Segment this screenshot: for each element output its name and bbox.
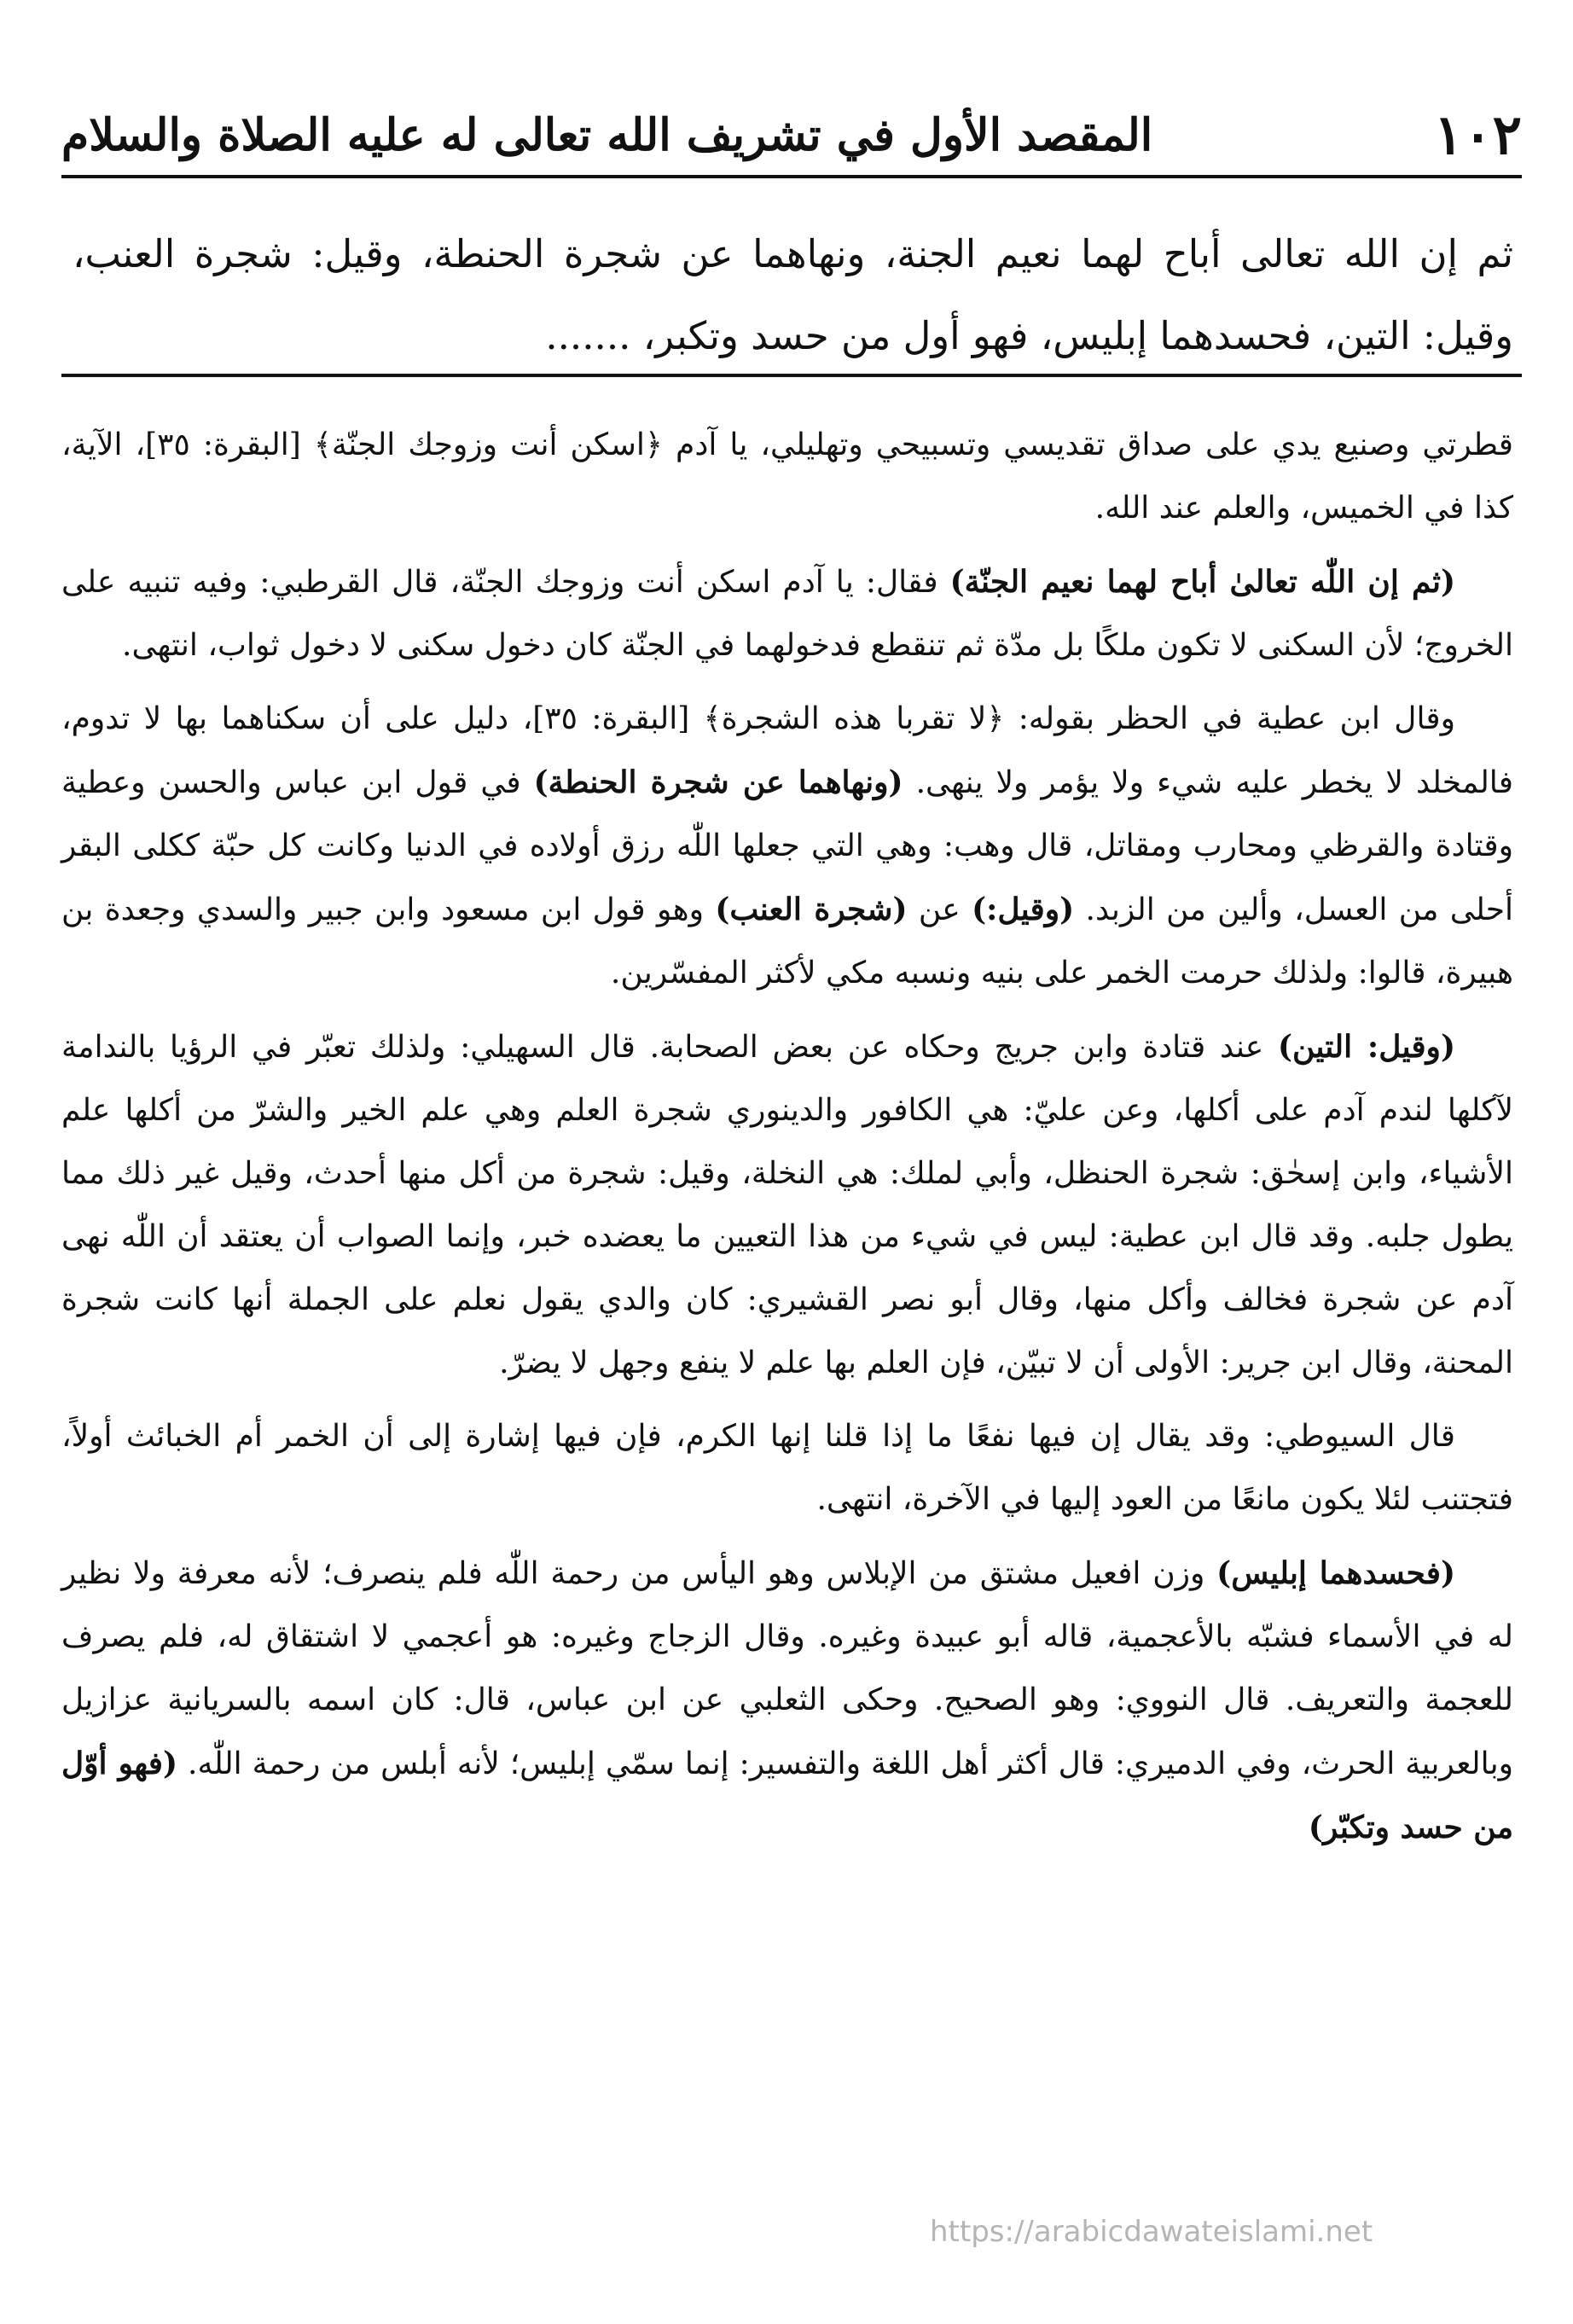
commentary-text: قال السيوطي: وقد يقال إن فيها نفعًا ما إذا قلنا إنها الكرم، فإن فيها إشارة إلى أن الخمر أم الخبائث أولاً، فتجتنب لئلا يكون مانعًا من العود إليها في الآخرة، انتهى. [61, 1419, 1513, 1517]
quoted-matn: (ونهاهما عن شجرة الحنطة) [533, 764, 903, 800]
commentary [61, 414, 1513, 1870]
header-rule [61, 175, 1522, 178]
commentary-text: وهو قول ابن مسعود وابن جبير والسدي وجعدة بن هبيرة، قالوا: ولذلك حرمت الخمر على بنيه ونسبه مكي لأكثر المفسّرين. [61, 892, 1513, 991]
page-header [61, 96, 1522, 174]
commentary-text: عن [907, 892, 972, 927]
quoted-matn: (فحسدهما إبليس) [1216, 1555, 1455, 1591]
commentary-text: فقال: يا آدم اسكن أنت وزوجك الجنّة، قال القرطبي: وفيه تنبيه على الخروج؛ لأن السكنى لا تكون ملكًا بل مدّة ثم تنقطع فدخولهما في الجنّة كان دخول سكنى لا دخول ثواب، انتهى. [61, 565, 1513, 663]
commentary-paragraph-6 [61, 1542, 1513, 1860]
quoted-matn: (وقيل: التين) [1277, 1029, 1455, 1065]
separator-rule [61, 374, 1522, 377]
main-text: ثم إن الله تعالى أباح لهما نعيم الجنة، ونهاهما عن شجرة الحنطة، وقيل: شجرة العنب، وقيل: التين، فحسدهما إبليس، فهو أول من حسد وتكبر، ....... [73, 231, 1513, 358]
quoted-matn: (فهو أوّل من حسد وتكبّر) [61, 1746, 1513, 1845]
quoted-matn: (وقيل:) [972, 892, 1075, 927]
commentary-text: وقال ابن عطية في الحظر بقوله: ﴿لا تقربا هذه الشجرة﴾ [البقرة: ٣٥]، دليل على أن سكناهما بها لا تدوم، فالمخلد لا يخطر عليه شيء ولا يؤمر ولا ينهى. [61, 701, 1513, 800]
page-number: ١٠٢ [1433, 102, 1522, 167]
commentary-text: عند قتادة وابن جريج وحكاه عن بعض الصحابة. قال السهيلي: ولذلك تعبّر في الرؤيا بالندامة لآكلها لندم آدم على أكلها، وعن عليّ: هي الكافور والدينوري شجرة العلم وهي علم الخير والشرّ من أكلها علم الأشياء، وابن إسحٰق: شجرة الحنظل، وأبي لملك: هي النخلة، وقيل: شجرة من أكل منها أحدث، وقيل غير ذلك مما يطول جلبه. وقد قال ابن عطية: ليس في شيء من هذا التعيين ما يعضده خبر، وإنما الصواب أن يعتقد أن اللّٰه نهى آدم عن شجرة فخالف وأكل منها، وقال أبو نصر القشيري: كان والدي يقول نعلم على الجملة أنها كانت شجرة المحنة، وقال ابن جرير: الأولى أن لا تبيّن، فإن العلم بها علم لا ينفع وجهل لا يضرّ. [61, 1030, 1513, 1380]
quoted-matn: (شجرة العنب) [715, 892, 908, 927]
commentary-paragraph-2 [61, 550, 1513, 677]
quoted-matn: (ثم إن اللّٰه تعالىٰ أباح لهما نعيم الجنّة) [949, 564, 1456, 600]
watermark-url: https://arabicdawateislami.net [930, 2215, 1373, 2249]
commentary-paragraph-1 [61, 414, 1513, 540]
commentary-text: وزن افعيل مشتق من الإبلاس وهو اليأس من رحمة اللّٰه فلم ينصرف؛ لأنه معرفة ولا نظير له في الأسماء فشبّه بالأعجمية، قاله أبو عبيدة وغيره. وقال الزجاج وغيره: هو أعجمي لا اشتقاق له، فلم يصرف للعجمة والتعريف. قال النووي: وهو الصحيح. وحكى الثعلبي عن ابن عباس، قال: كان اسمه بالسريانية عزازيل وبالعربية الحرث، وفي الدميري: قال أكثر أهل اللغة والتفسير: إنما سمّي إبليس؛ لأنه أبلس من رحمة اللّٰه. [61, 1556, 1513, 1781]
commentary-paragraph-4 [61, 1015, 1513, 1395]
commentary-text: في قول ابن عباس والحسن وعطية وقتادة والقرظي ومحارب ومقاتل، قال وهب: وهي التي جعلها اللّٰه رزق أولاده في الدنيا وكانت كل حبّة ككلى البقر أحلى من العسل، وألين من الزبد. [61, 765, 1513, 927]
commentary-text: قطرتي وصنيع يدي على صداق تقديسي وتسبيحي وتهليلي، يا آدم ﴿اسكن أنت وزوجك الجنّة﴾ [البقرة: ٣٥]، الآية، كذا في الخميس، والعلم عند الله. [61, 427, 1513, 526]
commentary-paragraph-3 [61, 688, 1513, 1005]
running-title: المقصد الأول في تشريف الله تعالى له عليه الصلاة والسلام [61, 108, 1153, 161]
commentary-paragraph-5 [61, 1405, 1513, 1531]
